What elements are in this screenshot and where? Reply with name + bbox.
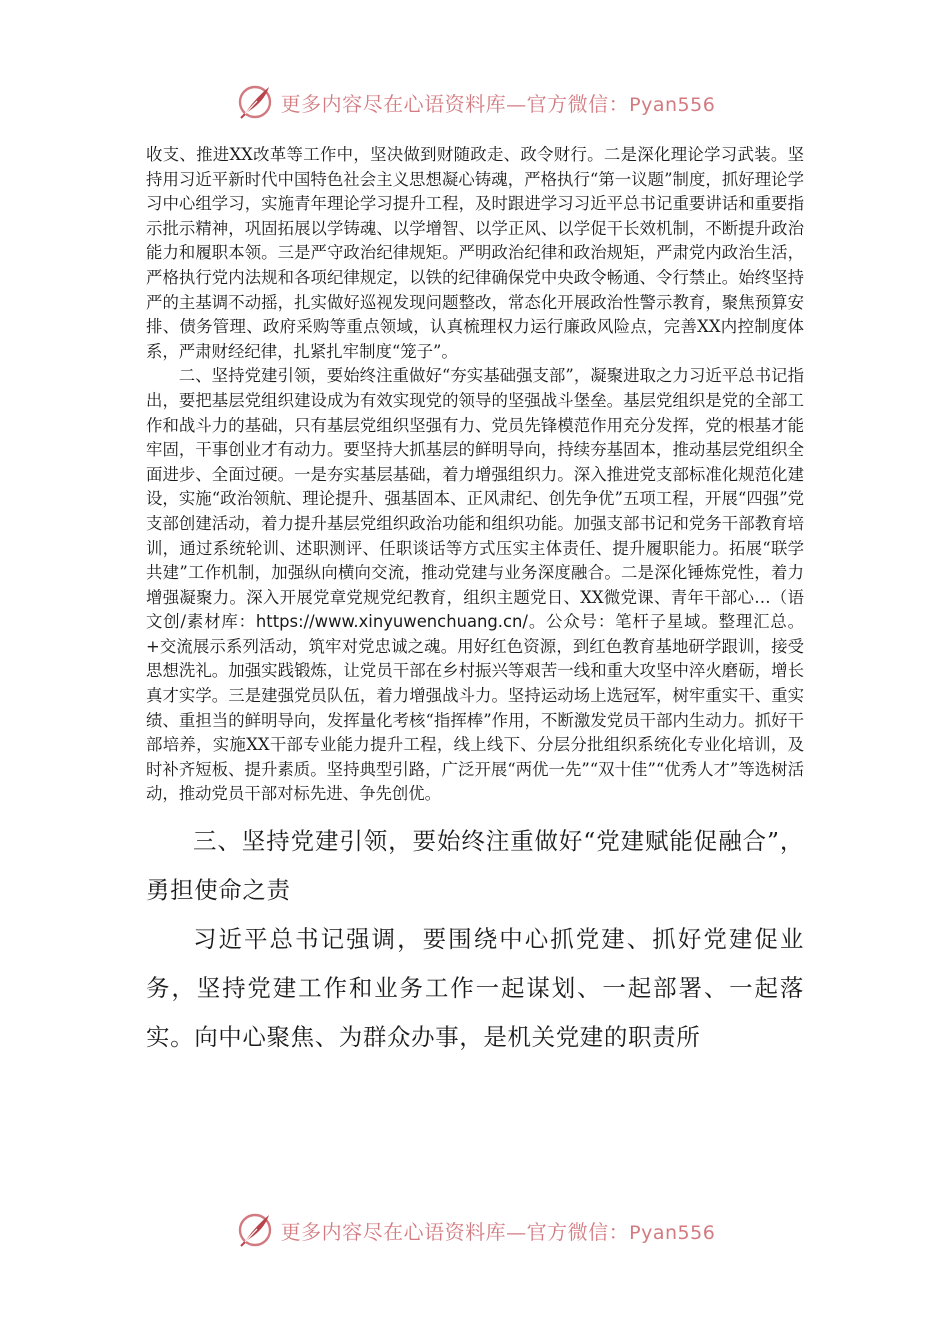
banner-text: 更多内容尽在心语资料库—官方微信：Pyan556 [280, 1219, 716, 1244]
document-body [146, 143, 804, 1062]
wechat-account: Pyan556 [629, 1221, 716, 1244]
section-heading: 三、坚持党建引领，要始终注重做好“党建赋能促融合”，勇担使命之责 [146, 827, 804, 905]
header-watermark-banner [0, 80, 950, 124]
paragraph: 习近平总书记强调，要围绕中心抓党建、抓好党建促业务，坚持党建工作和业务工作一起谋划、一起部署、一起落实。向中心聚焦、为群众办事，是机关党建的职责所 [146, 925, 804, 1052]
banner-text: 更多内容尽在心语资料库—官方微信：Pyan556 [280, 91, 716, 116]
footer-watermark-banner [0, 1208, 950, 1252]
large-text-section [146, 817, 804, 1062]
wechat-account: Pyan556 [629, 93, 716, 116]
feather-pen-logo-icon [235, 82, 275, 122]
small-text-section [146, 143, 804, 807]
source-url: https://www.xinyuwenchuang.cn/ [255, 612, 528, 632]
feather-pen-logo-icon [235, 1210, 275, 1250]
paragraph: 二、坚持党建引领，要始终注重做好“夯实基础强支部”，凝聚进取之力习近平总书记指出，要把基层党组织建设成为有效实现党的领导的坚强战斗堡垒。基层党组织是党的全部工作和战斗力的基础，只有基层党组织坚强有力、党员先锋模范作用充分发挥，党的根基才能牢固，干事创业才有动力。要坚持大抓基层的鲜明导向，持续夯基固本，推动基层党组织全面进步、全面过硬。一是夯实基层基础，着力增强组织力。深入推进党支部标准化规范化建设，实施“政治领航、理论提升、强基固本、正风肃纪、创先争优”五项工程，开展“四强”党支部创建活动，着力提升基层党组织政治功能和组织功能。加强支部书记和党务干部教育培训，通过系统轮训、述职测评、任职谈话等方式压实主体责任、提升履职能力。拓展“联学共建”工作机制，加强纵向横向交流，推动党建与业务深度融合。二是深化锤炼党性，着力增强凝聚力。深入开展党章党规党纪教育，组织主题党日、XX微党课、青年干部心…（语文创/素材库：https://www.xinyuwenchuang.cn/。公众号：笔杆子星域。整理汇总。+交流展示系列活动，筑牢对党忠诚之魂。用好红色资源，到红色教育基地研学跟训，接受思想洗礼。加强实践锻炼，让党员干部在乡村振兴等艰苦一线和重大攻坚中淬火磨砺，增长真才实学。三是建强党员队伍，着力增强战斗力。坚持运动场上选冠军，树牢重实干、重实绩、重担当的鲜明导向，发挥量化考核“指挥棒”作用，不断激发党员干部内生动力。抓好干部培养，实施XX干部专业能力提升工程，线上线下、分层分批组织系统化专业化培训，及时补齐短板、提升素质。坚持典型引路，广泛开展“两优一先”“双十佳”“优秀人才”等选树活动，推动党员干部对标先进、争先创优。 [146, 366, 804, 804]
paragraph: 收支、推进XX改革等工作中，坚决做到财随政走、政令财行。二是深化理论学习武装。坚持用习近平新时代中国特色社会主义思想凝心铸魂，严格执行“第一议题”制度，抓好理论学习中心组学习，实施青年理论学习提升工程，及时跟进学习习近平总书记重要讲话和重要指示批示精神，巩固拓展以学铸魂、以学增智、以学正风、以学促干长效机制，不断提升政治能力和履职本领。三是严守政治纪律规矩。严明政治纪律和政治规矩，严肃党内政治生活，严格执行党内法规和各项纪律规定，以铁的纪律确保党中央政令畅通、令行禁止。始终坚持严的主基调不动摇，扎实做好巡视发现问题整改，常态化开展政治性警示教育，聚焦预算安排、债务管理、政府采购等重点领域，认真梳理权力运行廉政风险点，完善XX内控制度体系，严肃财经纪律，扎紧扎牢制度“笼子”。 [146, 145, 804, 361]
